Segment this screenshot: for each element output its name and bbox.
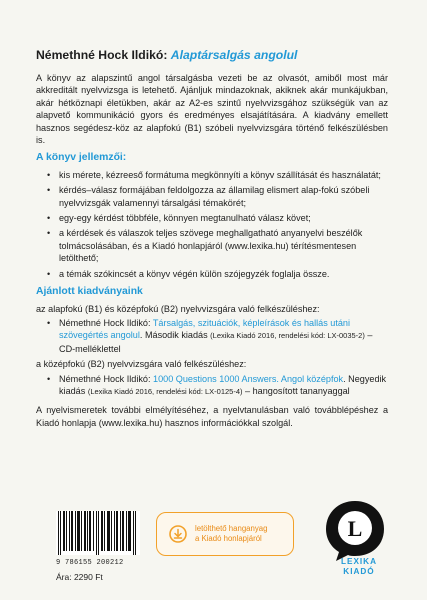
download-icon [169,525,187,543]
feature-item: • egy-egy kérdést többféle, könnyen megtanulható válasz követ; [47,212,388,224]
recommended-list-1 [36,317,388,355]
feature-item: • kis mérete, kézreeső formátuma megkönnyíti a könyv szállítását és használatát; [47,169,388,181]
book-heading [36,48,388,63]
heading-title: Alaptársalgás angolul [170,48,298,62]
logo-line-2: KIADÓ [343,567,375,576]
book1-author: Némethné Hock Ildikó: [59,317,153,328]
barcode [56,511,140,555]
book1-title: Társalgás, szituációk, képleírások és hallás utáni szövegértés angolul [59,317,350,341]
logo-line-1: LEXIKA [340,557,378,566]
book2-author: Némethné Hock Ildikó: [59,373,154,384]
recommended-group1-intro: az alapfokú (B1) és középfokú (B2) nyelvvizsgára való felkészüléshez: [36,303,320,314]
logo-text [330,557,388,577]
recommended-book-2 [47,373,388,399]
feature-item: • kérdés–válasz formájában feldolgozza az államilag elismert alap-fokú szóbeli nyelvvizsgák valamennyi társalgási témakörét; [47,184,388,209]
feature-item: • a témák szókincsét a könyv végén külön szójegyzék foglalja össze. [47,268,388,280]
features-heading: A könyv jellemzői: [36,152,127,164]
download-line-2: a Kiadó honlapjáról [195,534,262,543]
heading-author: Némethné Hock Ildikó: [36,48,168,62]
download-text [195,524,267,544]
cover-text [36,48,388,429]
feature-item: • a kérdések és válaszok teljes szövege meghallgatható anyanyelvi beszélők tolmácsolásában, és a Kiadó honlapjáról (www.lexika.hu) térítésmentesen letölthető; [47,227,388,264]
recommended-group2-intro: a középfokú (B2) nyelvvizsgára való felkészüléshez: [36,359,247,370]
book1-extra: – CD-melléklettel [59,330,373,354]
download-audio-badge[interactable] [156,512,294,556]
recommended-list-2 [36,373,388,399]
book2-extra: – hangosított tananyaggal [242,385,350,396]
price-label: Ára: 2290 Ft [56,572,103,582]
book2-code: (Lexika Kiadó 2016, rendelési kód: LX-0125-4) [87,386,243,396]
features-list [36,169,388,280]
download-line-1: letölthető hanganyag [195,524,268,533]
book1-edition: . Második kiadás [139,330,211,341]
barcode-number: 9 786155 200212 [56,559,124,567]
book2-edition: . Negyedik kiadás [59,373,387,396]
book2-title: 1000 Questions 1000 Answers. Angol középfok [153,373,344,384]
recommended-heading: Ajánlott kiadványaink [36,286,143,298]
intro-paragraph: A könyv az alapszintű angol társalgásba vezeti be az olvasót, amiből most már akkreditált nyelvvizsga is letehető. Ajánljuk mindazoknak, akiknek akár munkájukban, akár hétköznapi életükben, akár az A2-es szintű nyelvvizsgához szükségük van az alapvető kommunikáció gyors és eredményes elsajátítására. A kiadvány emellett hasznos segédesz-köz az alapfokú (B1) szóbeli nyelvvizsgára történő felkészülésben is. [36,73,388,146]
logo-letter: L [347,516,363,541]
closing-paragraph: A nyelvismeretek további elmélyítéséhez, a nyelvtanulásban való továbblépéshez a Kiadó honlapja (www.lexika.hu) hasznos információkkal szolgál. [36,405,388,428]
book1-code: (Lexika Kiadó 2016, rendelési kód: LX-0035-2) [210,331,365,341]
recommended-book-1 [47,317,388,355]
